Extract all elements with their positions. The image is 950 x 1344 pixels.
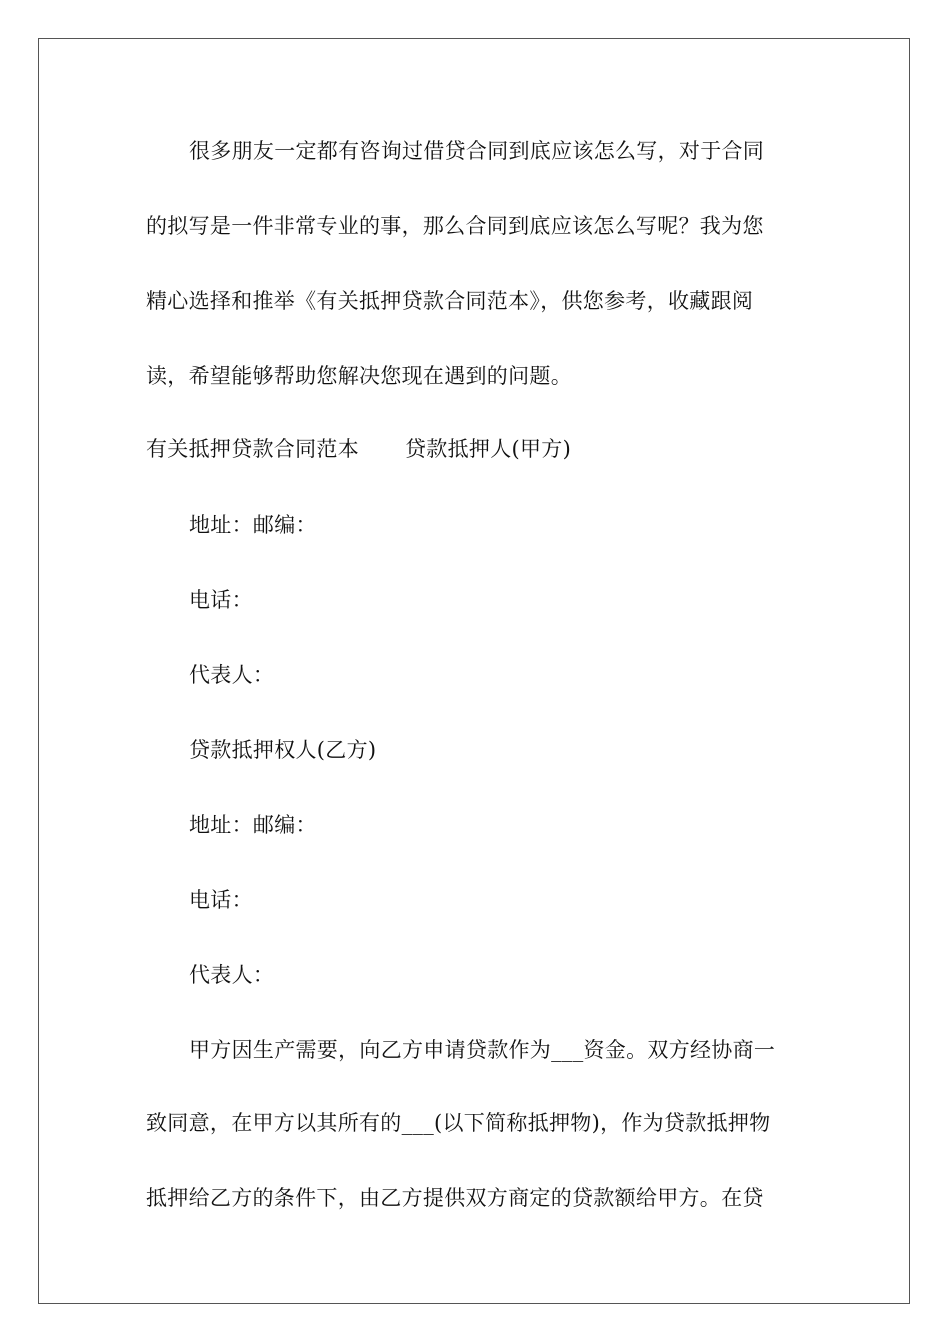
title-line [146,434,571,464]
party-a-address: 地址：邮编： [189,513,317,537]
party-b-address: 地址：邮编： [189,813,317,837]
party-b-phone: 电话： [189,888,253,912]
intro-line-4: 读，希望能够帮助您解决您现在遇到的问题。 [146,364,572,388]
party-b-heading: 贷款抵押权人(乙方) [189,738,377,762]
document-title: 有关抵押贷款合同范本 [146,437,359,461]
body-line-2: 致同意，在甲方以其所有的___(以下简称抵押物)，作为贷款抵押物 [146,1111,771,1135]
body-line-3: 抵押给乙方的条件下，由乙方提供双方商定的贷款额给甲方。在贷 [146,1186,764,1210]
party-a-phone: 电话： [189,588,253,612]
party-a-heading: 贷款抵押人(甲方) [405,437,572,461]
party-a-representative: 代表人： [189,663,275,687]
intro-line-3: 精心选择和推举《有关抵押贷款合同范本》，供您参考，收藏跟阅 [146,289,754,313]
intro-line-2: 的拟写是一件非常专业的事，那么合同到底应该怎么写呢？我为您 [146,214,764,238]
intro-line-1: 很多朋友一定都有咨询过借贷合同到底应该怎么写，对于合同 [189,139,765,163]
party-b-representative: 代表人： [189,963,275,987]
body-line-1: 甲方因生产需要，向乙方申请贷款作为___资金。双方经协商一 [189,1038,776,1062]
